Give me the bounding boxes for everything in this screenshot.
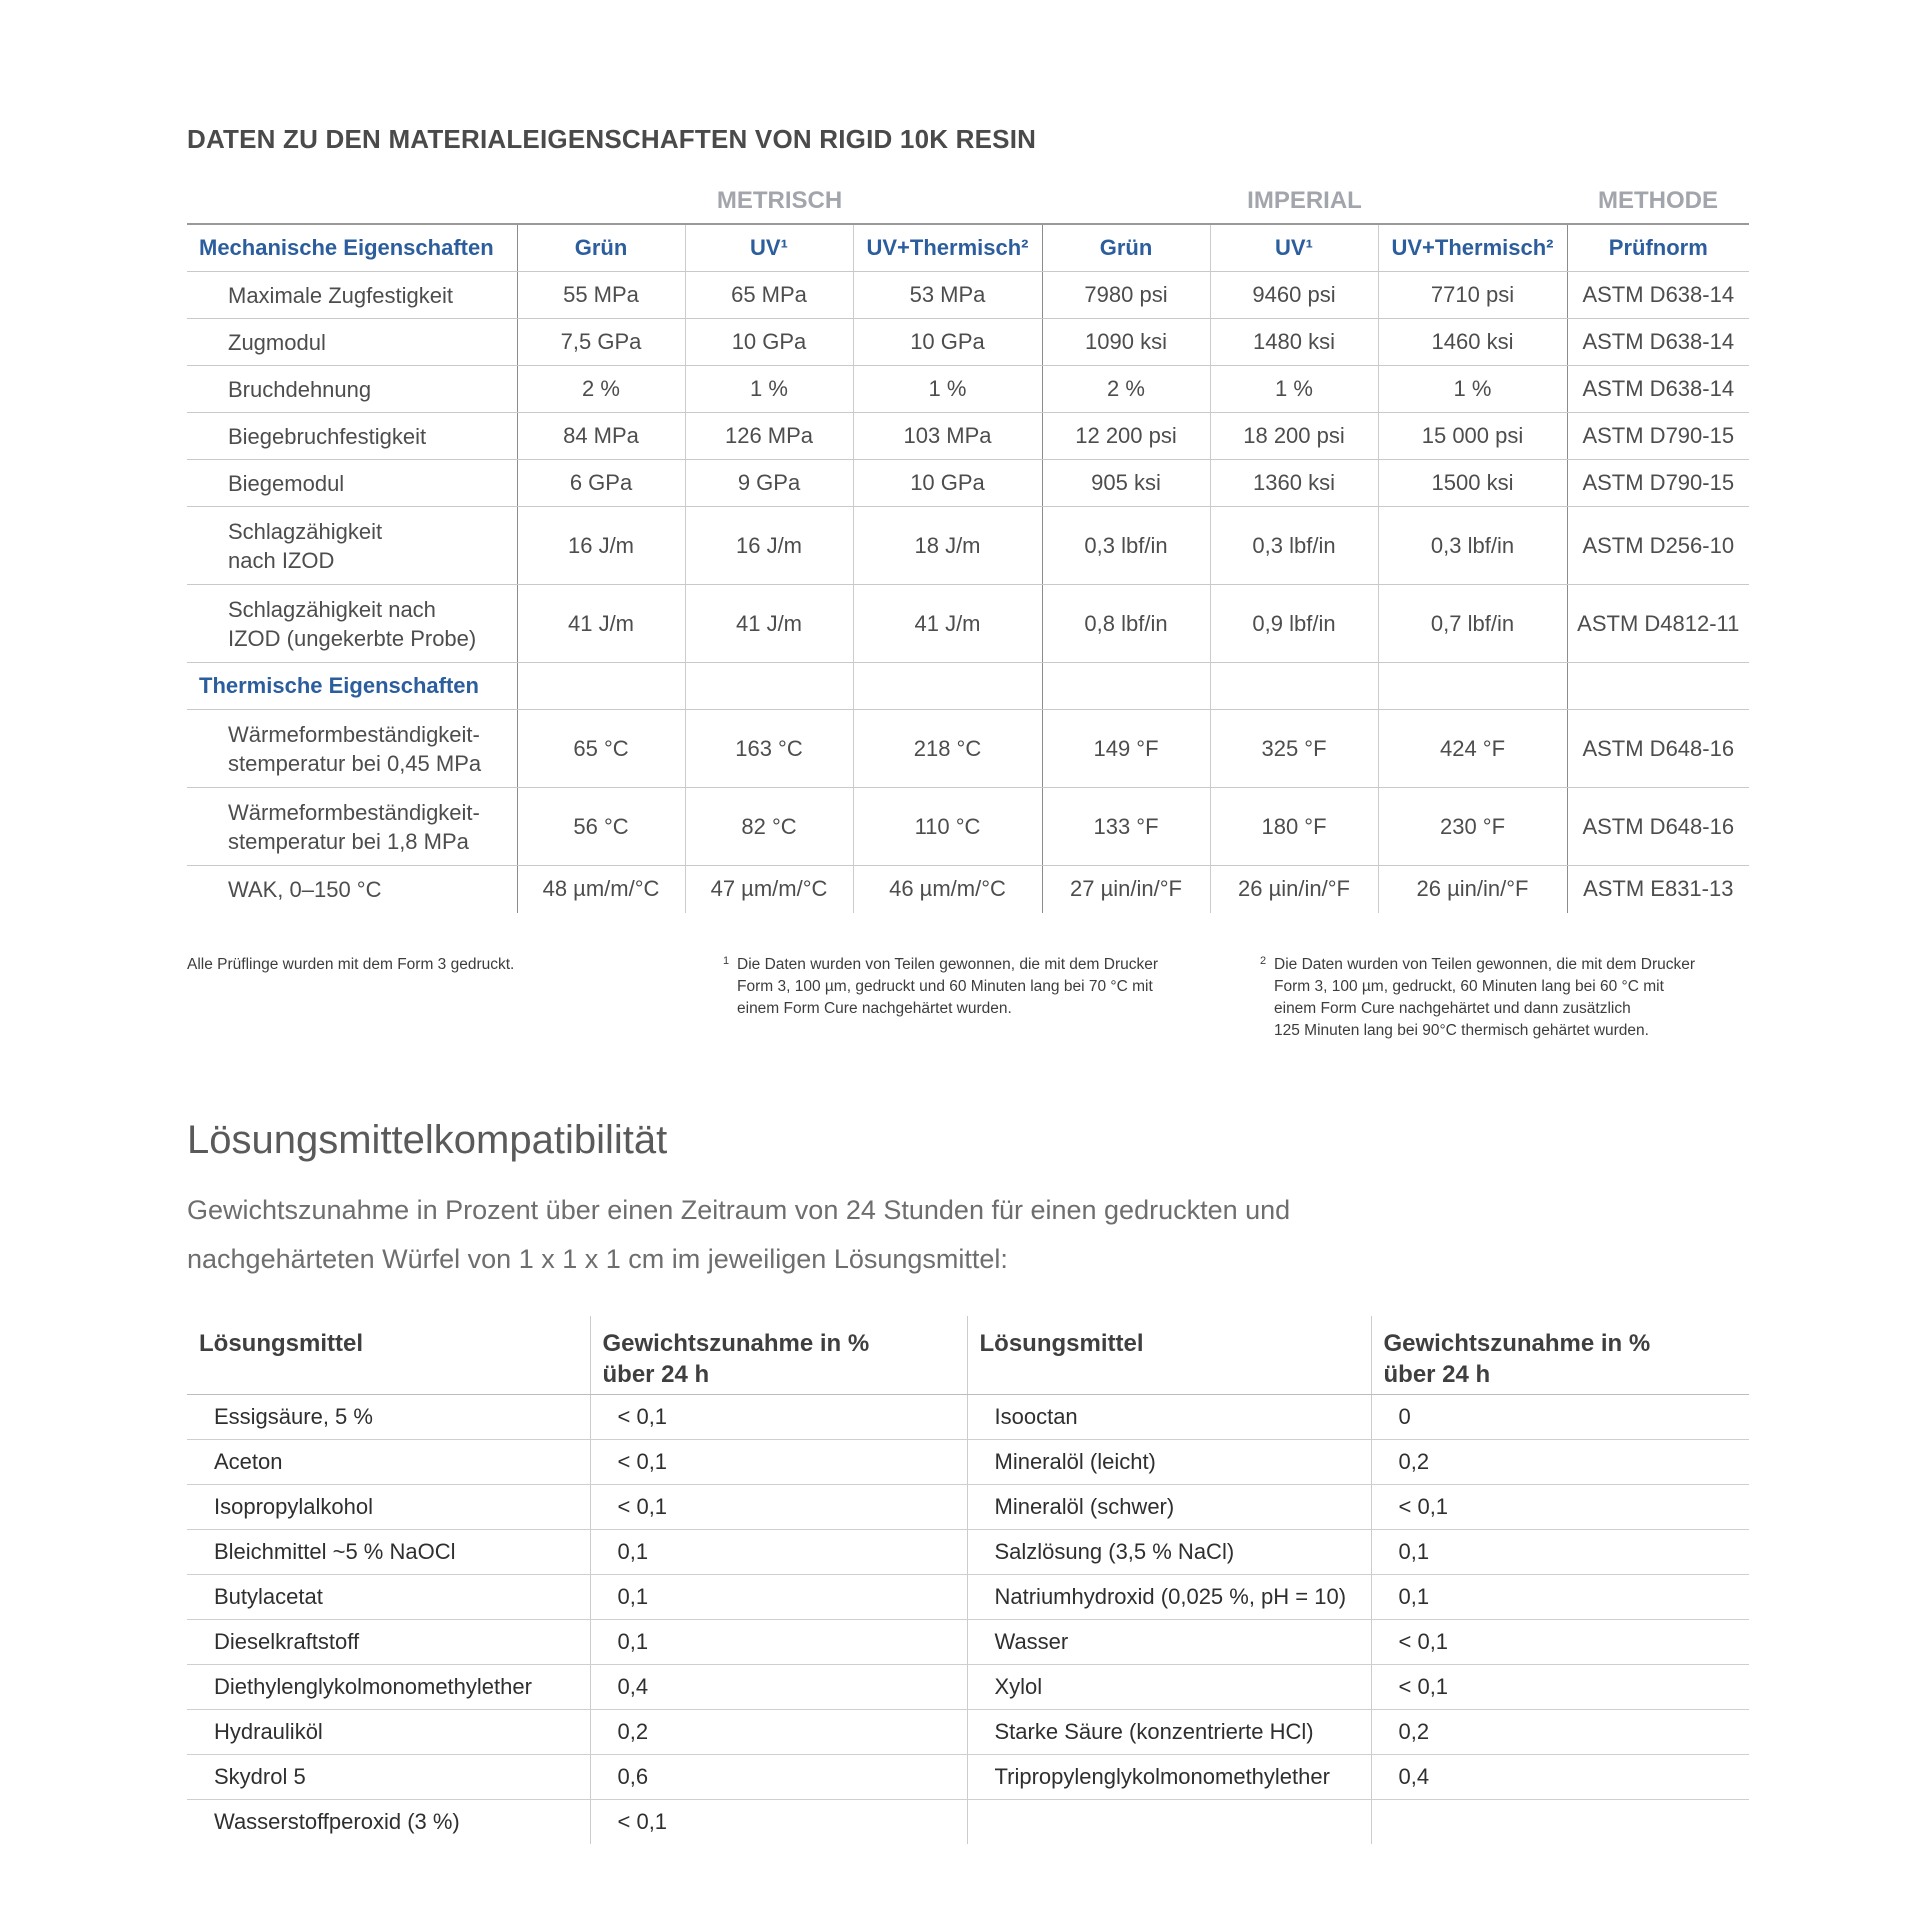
metric-group-header: METRISCH	[517, 178, 1042, 224]
solvent-row	[187, 1800, 1749, 1845]
footnote-2: 2 Die Daten wurden von Teilen gewonnen, die mit dem Drucker Form 3, 100 µm, gedruckt, 60 Minuten lang bei 60 °C mit einem Form Cure nachgehärtet und dann zusätzlich 125 Minuten lang bei 90°C thermisch gehärtet wurden.	[1274, 954, 1695, 1042]
col-header-metric-uv-thermal: UV+Thermisch²	[853, 224, 1042, 272]
value-metric-uv: 9 GPa	[685, 460, 853, 507]
document-title: DATEN ZU DEN MATERIALEIGENSCHAFTEN VON RIGID 10K RESIN	[187, 124, 1037, 154]
value-test-standard: ASTM D638-14	[1567, 366, 1749, 413]
solvent-row	[187, 1395, 1749, 1440]
value-imperial-uv: 0,3 lbf/in	[1210, 507, 1378, 585]
value-imperial-uv: 18 200 psi	[1210, 413, 1378, 460]
solvent-rows	[187, 1395, 1749, 1845]
weight-gain-left: < 0,1	[590, 1440, 967, 1485]
solvent-name-left: Diethylenglykolmonomethylether	[187, 1665, 590, 1710]
value-metric-green: 16 J/m	[517, 507, 685, 585]
property-row	[187, 366, 1749, 413]
value-metric-green: 2 %	[517, 366, 685, 413]
property-row	[187, 460, 1749, 507]
weight-gain-right: < 0,1	[1371, 1620, 1749, 1665]
value-imperial-green: 133 °F	[1042, 788, 1210, 866]
col-header-imperial-green: Grün	[1042, 224, 1210, 272]
solvent-name-right: Tripropylenglykolmonomethylether	[967, 1755, 1371, 1800]
footnote-1-mark: 1	[723, 955, 730, 967]
value-metric-uv: 16 J/m	[685, 507, 853, 585]
solvent-row	[187, 1485, 1749, 1530]
value-imperial-uv-thermal: 15 000 psi	[1378, 413, 1567, 460]
solvent-name-right: Salzlösung (3,5 % NaCl)	[967, 1530, 1371, 1575]
value-test-standard: ASTM D648-16	[1567, 788, 1749, 866]
value-test-standard: ASTM E831-13	[1567, 866, 1749, 913]
value-imperial-uv: 9460 psi	[1210, 272, 1378, 319]
col-header-solvent-left: Lösungsmittel	[187, 1316, 590, 1395]
solvent-row	[187, 1710, 1749, 1755]
value-metric-green: 48 µm/m/°C	[517, 866, 685, 913]
solvent-name-right: Xylol	[967, 1665, 1371, 1710]
property-label: Biegemodul	[187, 460, 517, 507]
value-imperial-uv-thermal: 1500 ksi	[1378, 460, 1567, 507]
weight-gain-left: 0,1	[590, 1530, 967, 1575]
col-header-metric-uv: UV¹	[685, 224, 853, 272]
material-properties-table	[187, 178, 1749, 913]
weight-gain-left: 0,4	[590, 1665, 967, 1710]
value-imperial-green: 0,3 lbf/in	[1042, 507, 1210, 585]
value-metric-uv: 82 °C	[685, 788, 853, 866]
solvent-row	[187, 1440, 1749, 1485]
property-row	[187, 319, 1749, 366]
weight-gain-left: < 0,1	[590, 1800, 967, 1845]
property-label: Bruchdehnung	[187, 366, 517, 413]
col-header-solvent-right: Lösungsmittel	[967, 1316, 1371, 1395]
value-metric-uv: 47 µm/m/°C	[685, 866, 853, 913]
thermal-properties-header: Thermische Eigenschaften	[187, 663, 517, 710]
weight-gain-left: 0,2	[590, 1710, 967, 1755]
value-imperial-green: 149 °F	[1042, 710, 1210, 788]
value-metric-uv: 10 GPa	[685, 319, 853, 366]
property-row	[187, 710, 1749, 788]
solvent-name-right: Starke Säure (konzentrierte HCl)	[967, 1710, 1371, 1755]
value-imperial-green: 905 ksi	[1042, 460, 1210, 507]
solvent-name-left: Butylacetat	[187, 1575, 590, 1620]
value-metric-uv-thermal: 18 J/m	[853, 507, 1042, 585]
value-metric-uv-thermal: 41 J/m	[853, 585, 1042, 663]
mechanical-rows	[187, 272, 1749, 663]
solvent-name-left: Aceton	[187, 1440, 590, 1485]
value-imperial-green: 27 µin/in/°F	[1042, 866, 1210, 913]
value-metric-uv-thermal: 53 MPa	[853, 272, 1042, 319]
solvent-row	[187, 1530, 1749, 1575]
imperial-group-header: IMPERIAL	[1042, 178, 1567, 224]
value-imperial-uv-thermal: 0,7 lbf/in	[1378, 585, 1567, 663]
value-test-standard: ASTM D638-14	[1567, 272, 1749, 319]
value-metric-uv-thermal: 10 GPa	[853, 319, 1042, 366]
value-imperial-uv: 1 %	[1210, 366, 1378, 413]
value-metric-green: 41 J/m	[517, 585, 685, 663]
solvent-row	[187, 1620, 1749, 1665]
property-label: Schlagzähigkeit nach IZOD	[187, 507, 517, 585]
weight-gain-right: 0,4	[1371, 1755, 1749, 1800]
value-metric-green: 7,5 GPa	[517, 319, 685, 366]
value-imperial-uv: 325 °F	[1210, 710, 1378, 788]
value-metric-uv: 65 MPa	[685, 272, 853, 319]
value-metric-uv-thermal: 1 %	[853, 366, 1042, 413]
solvent-name-left: Isopropylalkohol	[187, 1485, 590, 1530]
solvent-name-left: Skydrol 5	[187, 1755, 590, 1800]
weight-gain-right: 0,2	[1371, 1710, 1749, 1755]
value-imperial-uv-thermal: 26 µin/in/°F	[1378, 866, 1567, 913]
weight-gain-right	[1371, 1800, 1749, 1845]
weight-gain-left: 0,1	[590, 1575, 967, 1620]
blank-group-header	[187, 178, 517, 224]
solvent-name-right: Natriumhydroxid (0,025 %, pH = 10)	[967, 1575, 1371, 1620]
value-imperial-uv: 1360 ksi	[1210, 460, 1378, 507]
value-imperial-uv: 180 °F	[1210, 788, 1378, 866]
col-header-gain-right: Gewichtszunahme in % über 24 h	[1371, 1316, 1749, 1395]
value-test-standard: ASTM D790-15	[1567, 460, 1749, 507]
solvent-row	[187, 1755, 1749, 1800]
solvent-name-left: Bleichmittel ~5 % NaOCl	[187, 1530, 590, 1575]
col-header-test-standard: Prüfnorm	[1567, 224, 1749, 272]
value-metric-uv-thermal: 110 °C	[853, 788, 1042, 866]
value-metric-green: 65 °C	[517, 710, 685, 788]
value-imperial-uv-thermal: 7710 psi	[1378, 272, 1567, 319]
solvent-name-right	[967, 1800, 1371, 1845]
weight-gain-left: < 0,1	[590, 1395, 967, 1440]
property-label: Wärmeformbeständigkeit- stemperatur bei 0,45 MPa	[187, 710, 517, 788]
value-imperial-uv-thermal: 424 °F	[1378, 710, 1567, 788]
weight-gain-right: < 0,1	[1371, 1485, 1749, 1530]
footnote-general: Alle Prüflinge wurden mit dem Form 3 gedruckt.	[187, 956, 515, 973]
col-header-imperial-uv: UV¹	[1210, 224, 1378, 272]
value-test-standard: ASTM D648-16	[1567, 710, 1749, 788]
property-label: Zugmodul	[187, 319, 517, 366]
weight-gain-right: 0,2	[1371, 1440, 1749, 1485]
solvent-row	[187, 1665, 1749, 1710]
value-test-standard: ASTM D4812-11	[1567, 585, 1749, 663]
mechanical-properties-header: Mechanische Eigenschaften	[187, 224, 517, 272]
value-metric-green: 6 GPa	[517, 460, 685, 507]
solvent-name-left: Essigsäure, 5 %	[187, 1395, 590, 1440]
value-metric-uv-thermal: 46 µm/m/°C	[853, 866, 1042, 913]
value-metric-uv: 163 °C	[685, 710, 853, 788]
weight-gain-right: 0,1	[1371, 1530, 1749, 1575]
col-header-metric-green: Grün	[517, 224, 685, 272]
value-metric-green: 84 MPa	[517, 413, 685, 460]
solvent-name-right: Wasser	[967, 1620, 1371, 1665]
value-metric-uv: 126 MPa	[685, 413, 853, 460]
property-row	[187, 413, 1749, 460]
property-row	[187, 272, 1749, 319]
footnote-2-mark: 2	[1260, 955, 1267, 967]
weight-gain-right: 0	[1371, 1395, 1749, 1440]
solvent-description: Gewichtszunahme in Prozent über einen Zeitraum von 24 Stunden für einen gedruckten und nachgehärteten Würfel von 1 x 1 x 1 cm im jeweiligen Lösungsmittel:	[187, 1195, 1291, 1274]
value-imperial-uv: 0,9 lbf/in	[1210, 585, 1378, 663]
value-metric-green: 55 MPa	[517, 272, 685, 319]
value-test-standard: ASTM D638-14	[1567, 319, 1749, 366]
weight-gain-left: < 0,1	[590, 1485, 967, 1530]
property-label: Maximale Zugfestigkeit	[187, 272, 517, 319]
value-imperial-uv: 1480 ksi	[1210, 319, 1378, 366]
value-imperial-uv-thermal: 230 °F	[1378, 788, 1567, 866]
property-label: Schlagzähigkeit nach IZOD (ungekerbte Probe)	[187, 585, 517, 663]
value-test-standard: ASTM D256-10	[1567, 507, 1749, 585]
solvent-name-left: Wasserstoffperoxid (3 %)	[214, 1809, 460, 1834]
property-label: Biegebruchfestigkeit	[187, 413, 517, 460]
footnote-1: 1 Die Daten wurden von Teilen gewonnen, die mit dem Drucker Form 3, 100 µm, gedruckt und 60 Minuten lang bei 70 °C mit einem Form Cure nachgehärtet wurden.	[737, 954, 1158, 1020]
property-row	[187, 507, 1749, 585]
solvent-name-left: Hydrauliköl	[187, 1710, 590, 1755]
property-row	[187, 866, 1749, 913]
solvent-row	[187, 1575, 1749, 1620]
value-metric-uv-thermal: 218 °C	[853, 710, 1042, 788]
thermal-section-row	[187, 663, 1749, 710]
solvent-name-right: Mineralöl (schwer)	[967, 1485, 1371, 1530]
value-metric-uv: 41 J/m	[685, 585, 853, 663]
value-imperial-green: 7980 psi	[1042, 272, 1210, 319]
solvent-name-left: Dieselkraftstoff	[187, 1620, 590, 1665]
thermal-rows	[187, 710, 1749, 913]
col-header-gain-left: Gewichtszunahme in % über 24 h	[590, 1316, 967, 1395]
value-imperial-green: 0,8 lbf/in	[1042, 585, 1210, 663]
weight-gain-left: 0,6	[590, 1755, 967, 1800]
value-metric-uv: 1 %	[685, 366, 853, 413]
value-metric-green: 56 °C	[517, 788, 685, 866]
value-imperial-green: 2 %	[1042, 366, 1210, 413]
value-test-standard: ASTM D790-15	[1567, 413, 1749, 460]
col-header-imperial-uv-thermal: UV+Thermisch²	[1378, 224, 1567, 272]
method-group-header: METHODE	[1567, 178, 1749, 224]
property-label: WAK, 0–150 °C	[228, 876, 382, 902]
value-imperial-green: 12 200 psi	[1042, 413, 1210, 460]
solvent-compatibility-table	[187, 1316, 1749, 1844]
solvent-name-right: Isooctan	[967, 1395, 1371, 1440]
value-imperial-uv-thermal: 1460 ksi	[1378, 319, 1567, 366]
weight-gain-right: 0,1	[1371, 1575, 1749, 1620]
value-imperial-uv-thermal: 0,3 lbf/in	[1378, 507, 1567, 585]
weight-gain-left: 0,1	[590, 1620, 967, 1665]
value-imperial-uv: 26 µin/in/°F	[1210, 866, 1378, 913]
property-label: Wärmeformbeständigkeit- stemperatur bei 1,8 MPa	[187, 788, 517, 866]
property-row	[187, 788, 1749, 866]
value-imperial-green: 1090 ksi	[1042, 319, 1210, 366]
solvent-name-right: Mineralöl (leicht)	[967, 1440, 1371, 1485]
solvent-section-title: Lösungsmittelkompatibilität	[187, 1118, 668, 1162]
value-imperial-uv-thermal: 1 %	[1378, 366, 1567, 413]
value-metric-uv-thermal: 10 GPa	[853, 460, 1042, 507]
weight-gain-right: < 0,1	[1371, 1665, 1749, 1710]
value-metric-uv-thermal: 103 MPa	[853, 413, 1042, 460]
property-row	[187, 585, 1749, 663]
